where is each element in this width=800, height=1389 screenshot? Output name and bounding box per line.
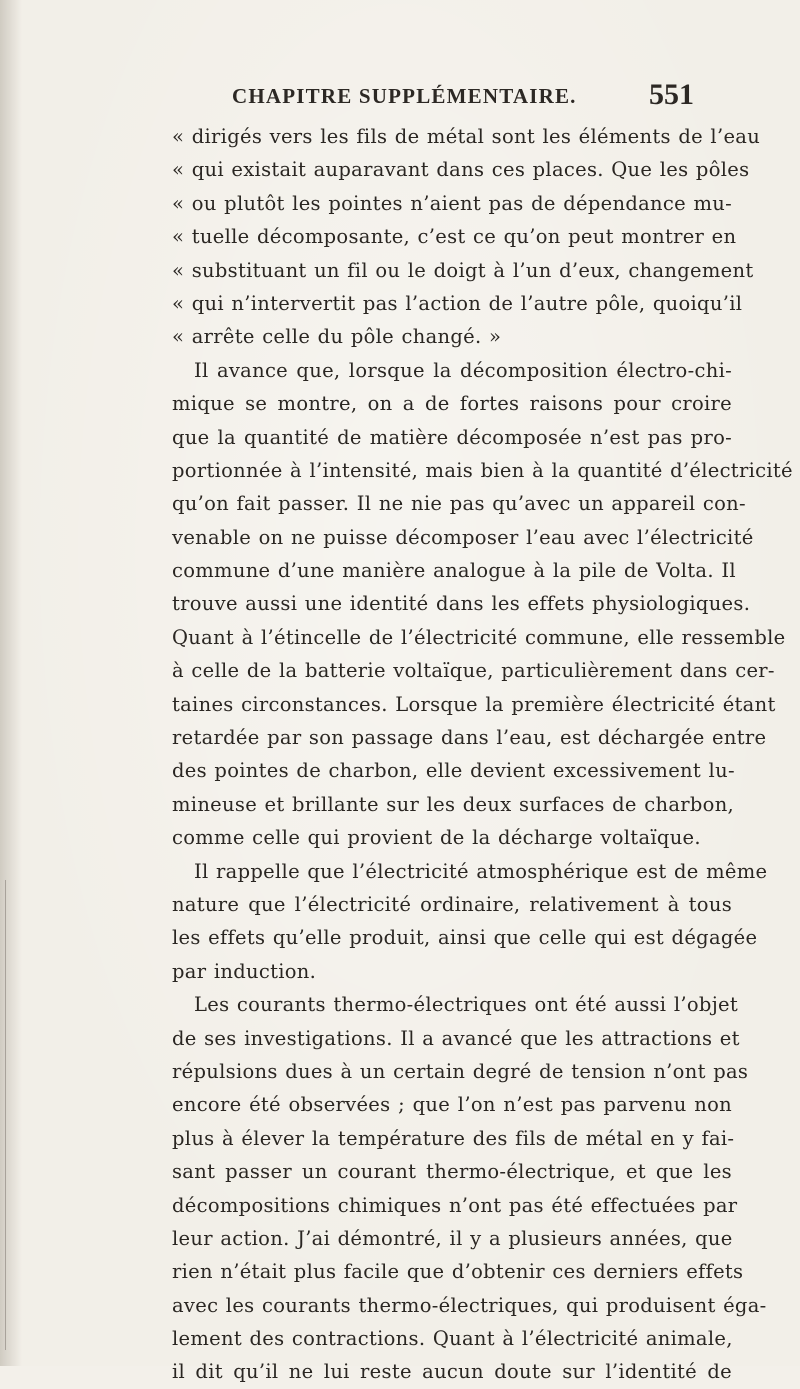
text-line: les effets qu’elle produit, ainsi que celle qui est dégagée	[172, 926, 758, 950]
text-line: comme celle qui provient de la décharge voltaïque.	[172, 826, 701, 850]
text-line: lement des contractions. Quant à l’électricité animale,	[172, 1327, 733, 1351]
text-line: leur action. J’ai démontré, il y a plusieurs années, que	[172, 1226, 733, 1250]
text-line: rien n’était plus facile que d’obtenir ces derniers effets	[172, 1260, 744, 1284]
text-line: décompositions chimiques n’ont pas été effectuées par	[172, 1193, 738, 1217]
text-line: de ses investigations. Il a avancé que les attractions et	[172, 1026, 740, 1050]
text-line: répulsions dues à un certain degré de tension n’ont pas	[172, 1059, 749, 1083]
text-line: commune d’une manière analogue à la pile de Volta. Il	[172, 559, 736, 583]
text-line: venable on ne puisse décomposer l’eau avec l’électricité	[172, 525, 754, 549]
text-line: avec les courants thermo-électriques, qui produisent éga-	[172, 1293, 767, 1317]
page-number: 551	[649, 78, 694, 111]
page-edge-line	[5, 880, 6, 1350]
text-line: mique se montre, on a de fortes raisons pour croire	[172, 392, 732, 416]
page-gutter-shadow	[0, 0, 22, 1366]
text-line: taines circonstances. Lorsque la première électricité étant	[172, 692, 776, 716]
text-line: « dirigés vers les fils de métal sont les éléments de l’eau	[172, 125, 761, 148]
chapter-title: CHAPITRE SUPPLÉMENTAIRE.	[232, 84, 577, 108]
text-line: « arrête celle du pôle changé. »	[172, 325, 502, 349]
text-line: il dit qu’il ne lui reste aucun doute sur l’identité de	[172, 1360, 732, 1384]
text-line: « tuelle décomposante, c’est ce qu’on peut montrer en	[172, 225, 737, 249]
text-line: Les courants thermo-électriques ont été aussi l’objet	[194, 993, 739, 1017]
text-line: nature que l’électricité ordinaire, relativement à tous	[172, 892, 732, 916]
text-line: encore été observées ; que l’on n’est pas parvenu non	[172, 1093, 732, 1117]
text-line: Il avance que, lorsque la décomposition électro-chi-	[194, 358, 732, 382]
text-line: que la quantité de matière décomposée n’est pas pro-	[172, 425, 732, 449]
text-line: Il rappelle que l’électricité atmosphérique est de même	[194, 859, 768, 883]
text-line: sant passer un courant thermo-électrique, et que les	[172, 1160, 732, 1184]
text-line: « substituant un fil ou le doigt à l’un d’eux, changement	[172, 258, 754, 282]
text-line: trouve aussi une identité dans les effets physiologiques.	[172, 592, 751, 616]
text-line: « qui existait auparavant dans ces places. Que les pôles	[172, 158, 750, 182]
text-line: des pointes de charbon, elle devient excessivement lu-	[172, 759, 735, 783]
text-line: à celle de la batterie voltaïque, particulièrement dans cer-	[172, 659, 775, 683]
text-line: retardée par son passage dans l’eau, est déchargée entre	[172, 726, 767, 750]
text-line: Quant à l’étincelle de l’électricité commune, elle ressemble	[172, 625, 786, 649]
text-line: portionnée à l’intensité, mais bien à la quantité d’électricité	[172, 458, 793, 482]
running-header	[232, 78, 694, 118]
text-line: « ou plutôt les pointes n’aient pas de dépendance mu-	[172, 191, 732, 215]
body-text	[172, 120, 793, 1389]
text-line: qu’on fait passer. Il ne nie pas qu’avec un appareil con-	[172, 492, 746, 516]
text-line: « qui n’intervertit pas l’action de l’autre pôle, quoiqu’il	[172, 291, 743, 315]
text-line: plus à élever la température des fils de métal en y fai-	[172, 1126, 735, 1150]
text-line: mineuse et brillante sur les deux surfaces de charbon,	[172, 792, 735, 816]
text-line: par induction.	[172, 959, 317, 983]
